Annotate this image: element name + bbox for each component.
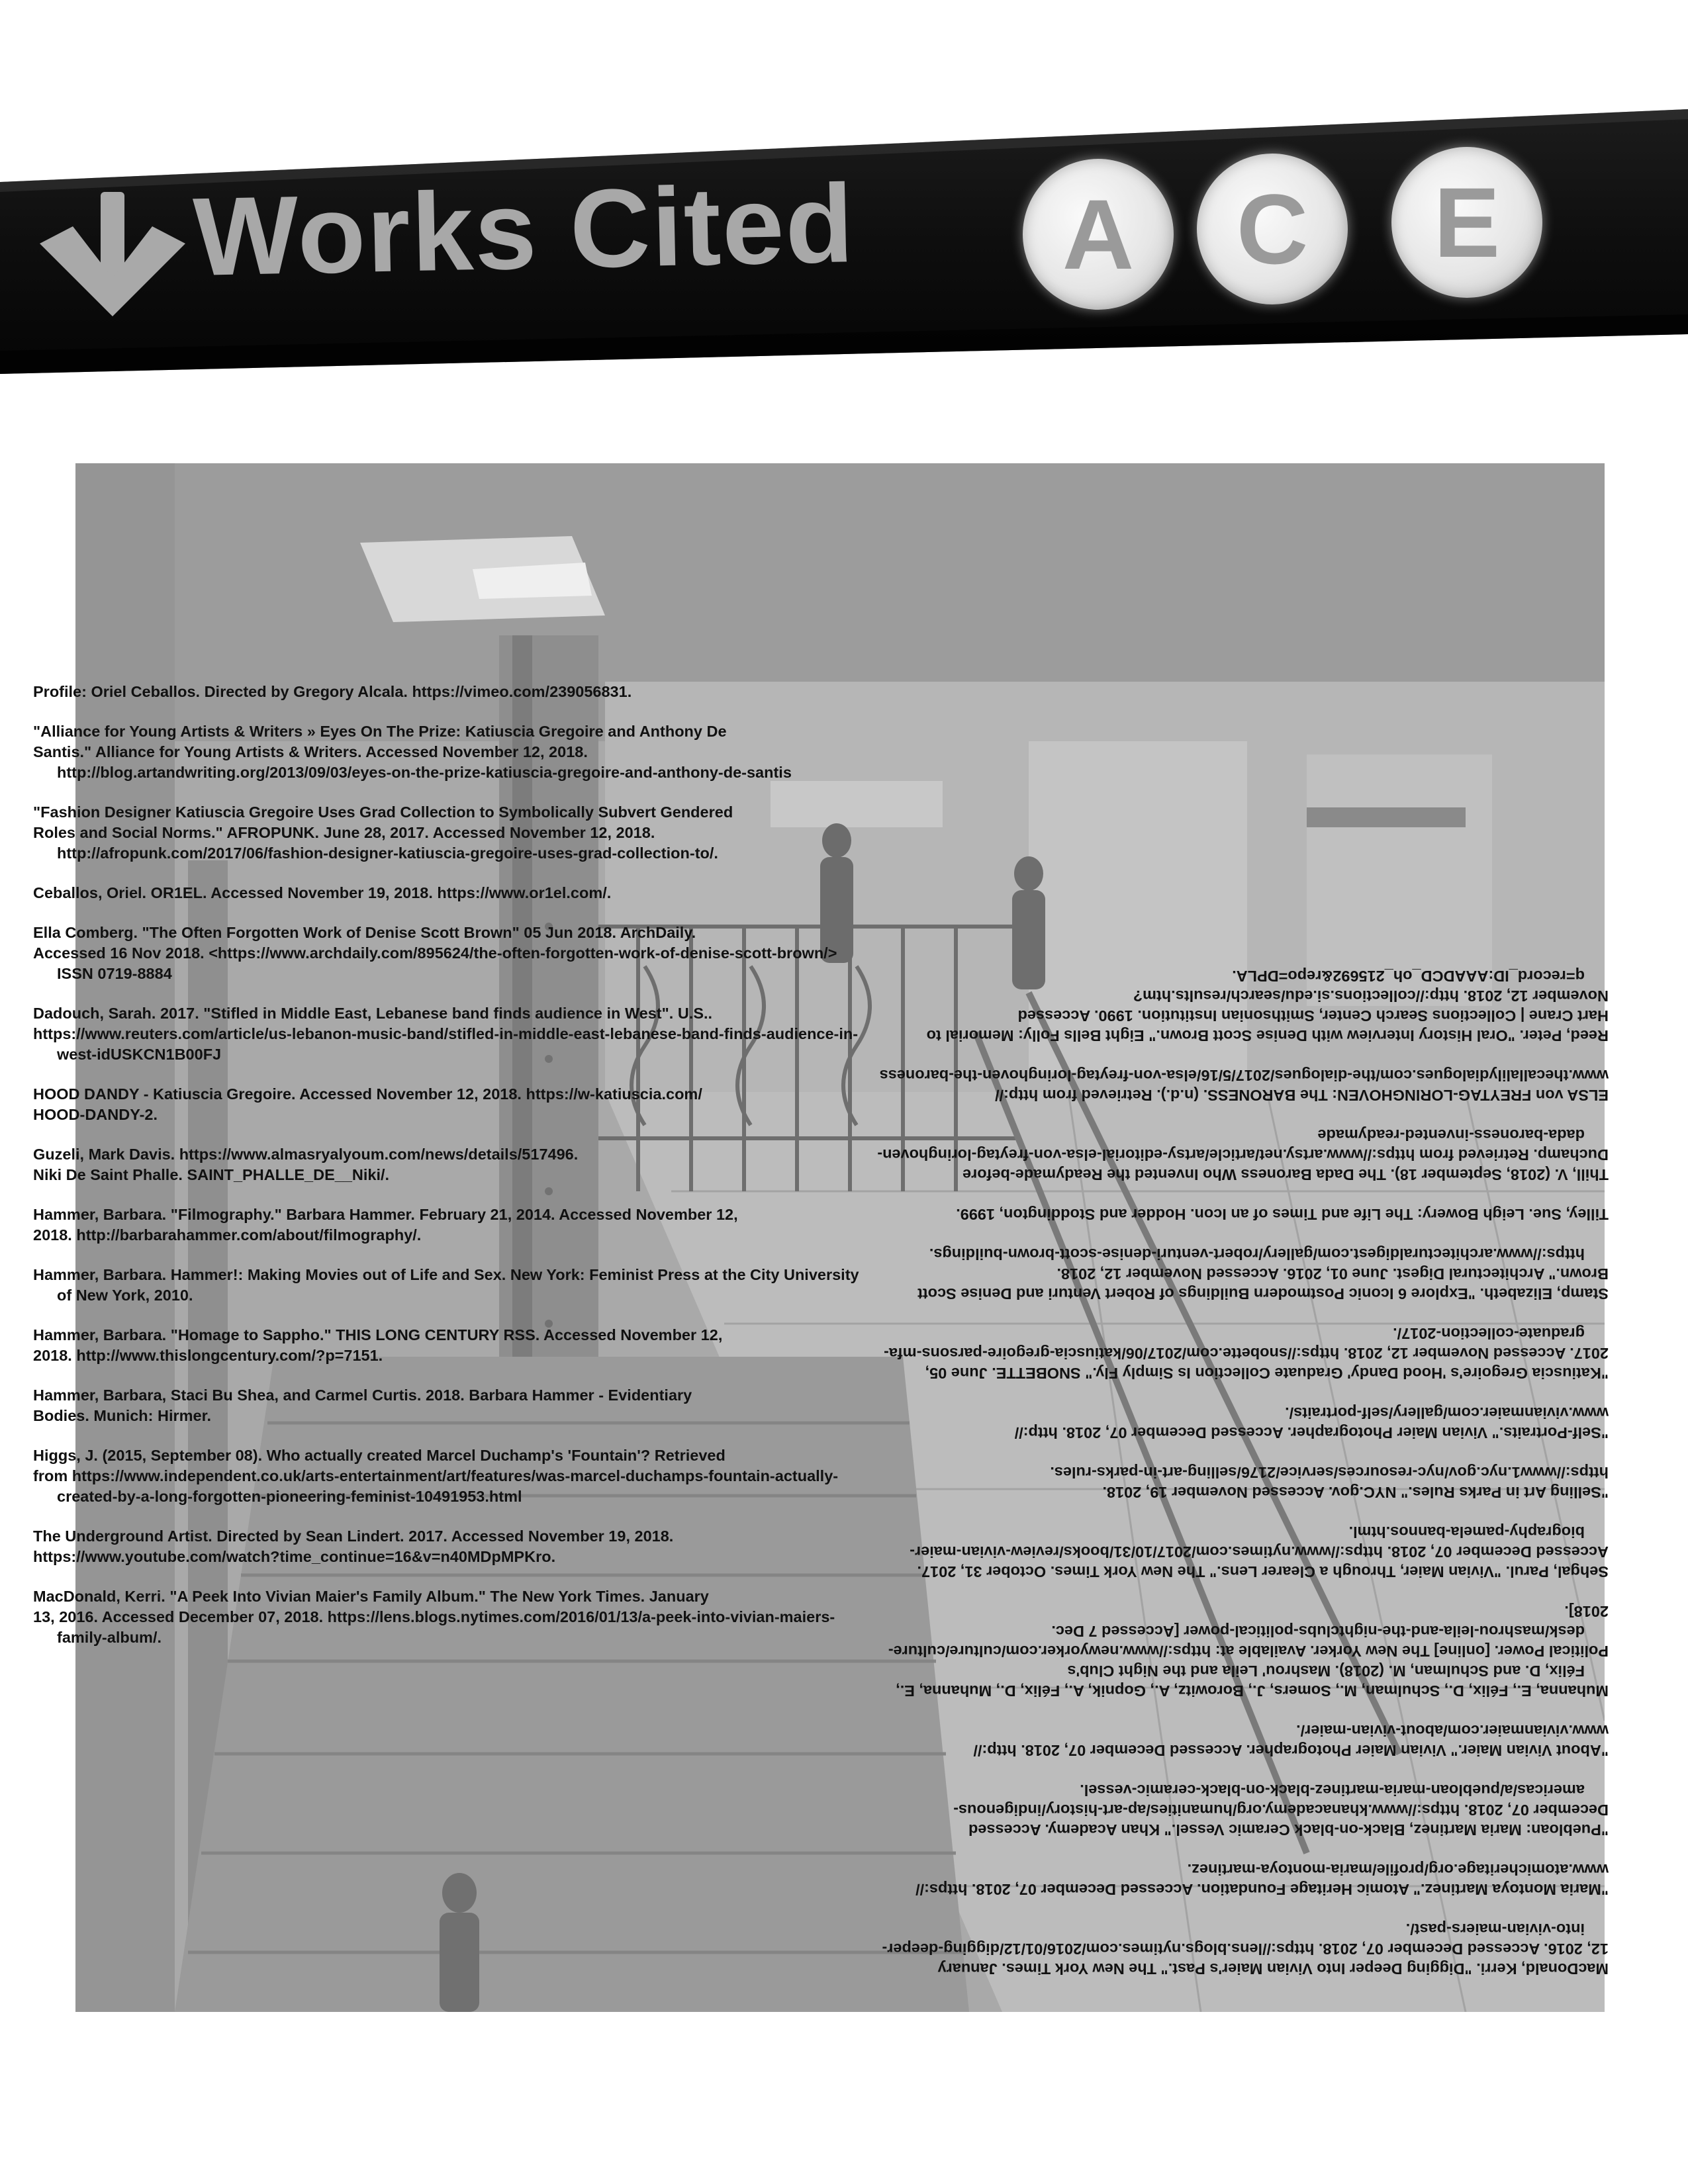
citation-line: "Selling Art in Parks Rules." NYC.gov. Accessed November 19, 2018. — [1102, 1484, 1609, 1501]
citation-line: Ceballos, Oriel. OR1EL. Accessed November 19, 2018. https://www.or1el.com/. — [33, 884, 612, 901]
citation-line: Hammer, Barbara, Staci Bu Shea, and Carmel Curtis. 2018. Barbara Hammer - Evidentiary — [33, 1387, 692, 1404]
citation-line: MacDonald, Kerri. "A Peek Into Vivian Maier's Family Album." The New York Times. January — [33, 1588, 709, 1605]
citation-line: https://www1.nyc.gov/nyc-resources/service/2176/selling-art-in-parks-rules. — [1050, 1464, 1609, 1481]
citation-entry — [33, 883, 874, 903]
citation-line: Sehgal, Parul. "Vivian Maier, Through a Clearer Lens." The New York Times. October 31, 2017. — [917, 1563, 1609, 1580]
citation-entry — [33, 1265, 874, 1306]
citation-line: https://www.reuters.com/article/us-lebanon-music-band/stifled-in-middle-east-lebanese-band-finds-audience-in-west-idUSKCN1B00FJ — [33, 1025, 859, 1063]
citation-entry — [861, 1860, 1609, 1899]
citation-line: Hammer, Barbara. Hammer!: Making Movies out of Life and Sex. New York: Feminist Press at the City University of New York, 2010. — [33, 1266, 859, 1304]
citation-entry — [33, 1084, 874, 1125]
citation-line: MacDonald, Kerri. "Digging Deeper Into Vivian Maier's Past." The New York Times. January — [937, 1960, 1609, 1978]
citation-line: Muhanna, E., Félix, D., Schulman, M., Somers, J., Borowitz, A., Gopnik, A., Félix, D., Muhanna, E., Félix, D. and Schulman, M. (2018). Mashrou' Leila and the Night Club's — [896, 1662, 1609, 1700]
citation-entry — [861, 1324, 1609, 1383]
citation-line: Hammer, Barbara. "Filmography." Barbara Hammer. February 21, 2014. Accessed November 12, — [33, 1206, 738, 1223]
citation-entry — [861, 966, 1609, 1046]
citation-line: December 07, 2018. https://www.khanacademy.org/humanities/ap-art-history/indigenous-americas/a/puebloan-maria-martinez-black-on-black-ceramic-vessel. — [953, 1782, 1609, 1819]
badge-letter: E — [1433, 167, 1501, 278]
citation-entry — [861, 1463, 1609, 1502]
citation-entry — [861, 1721, 1609, 1760]
citation-line: HOOD DANDY - Katiuscia Gregoire. Accessed November 12, 2018. https://w-katiuscia.com/ — [33, 1085, 702, 1103]
citation-line: Santis." Alliance for Young Artists & Writers. Accessed November 12, 2018. http://blog.artandwriting.org/2013/09/03/eyes-on-the-prize-katiuscia-gregoire-and-anthony-de-santis — [33, 743, 792, 781]
citation-line: Duchamp. Retrieved from https://www.artsy.net/article/artsy-editorial-elsa-von-freytag-loringhoven-dada-baroness-invented-readymade — [877, 1126, 1609, 1163]
citation-entry — [861, 1125, 1609, 1185]
citation-line: "About Vivian Maier." Vivian Maier Photographer. Accessed December 07, 2018. http:// — [973, 1742, 1609, 1759]
citation-line: 13, 2016. Accessed December 07, 2018. https://lens.blogs.nytimes.com/2016/01/13/a-peek-into-vivian-maiers-family-album/. — [33, 1608, 835, 1646]
citation-entry — [33, 1205, 874, 1246]
citation-line: www.thecallalilydialogues.com/the-dialogues/2017/5/16/elsa-von-freytag-loringhoven-the-baroness — [879, 1067, 1609, 1084]
citation-line: 12, 2016. Accessed December 07, 2018. https://lens.blogs.nytimes.com/2016/01/12/digging-deeper-into-vivian-maiers-past/. — [882, 1921, 1609, 1958]
citation-entry — [33, 1144, 874, 1185]
citation-line: Brown." Architectural Digest. June 01, 2016. Accessed November 12, 2018. https://www.architecturaldigest.com/gallery/robert-venturi-denise-scott-brown-buildings. — [929, 1246, 1609, 1283]
citation-entry — [861, 1919, 1609, 1979]
citation-line: Hammer, Barbara. "Homage to Sappho." THIS LONG CENTURY RSS. Accessed November 12, — [33, 1326, 723, 1343]
citation-line: Guzeli, Mark Davis. https://www.almasryalyoum.com/news/details/517496. — [33, 1146, 579, 1163]
citation-entry — [33, 1325, 874, 1366]
citation-entry — [861, 1403, 1609, 1443]
citation-entry — [861, 1522, 1609, 1582]
citation-entry — [861, 1205, 1609, 1224]
citation-line: "Fashion Designer Katiuscia Gregoire Uses Grad Collection to Symbolically Subvert Gendered — [33, 803, 733, 821]
citation-line: www.atomicheritage.org/profile/maria-montoya-martinez. — [1187, 1861, 1609, 1878]
citation-line: 2018. http://barbarahammer.com/about/filmography/. — [33, 1226, 422, 1244]
citation-entry — [33, 923, 874, 984]
subway-sign-banner — [0, 0, 1688, 397]
page-title: Works Cited — [192, 161, 856, 299]
citation-line: HOOD-DANDY-2. — [33, 1106, 158, 1123]
citation-entry — [33, 1445, 874, 1507]
badge-letter: C — [1236, 173, 1309, 285]
citation-line: www.vivianmaier.com/gallery/self-portraits/. — [1285, 1404, 1609, 1422]
citation-line: Accessed December 07, 2018. https://www.nytimes.com/2017/10/31/books/review-vivian-maier-biography-pamela-bannos.html. — [910, 1524, 1609, 1561]
citation-line: November 12, 2018. http://collections.si.edu/search/results.htm?q=record_ID:AAADCD_oh_215692&repo=DPLA. — [1133, 968, 1609, 1005]
citation-entry — [33, 1586, 874, 1648]
badge-letter: A — [1062, 179, 1135, 290]
citation-line: Stamp, Elizabeth. "Explore 6 Iconic Postmodern Buildings of Robert Venturi and Denise Scott — [917, 1285, 1609, 1302]
citation-line: https://www.youtube.com/watch?time_continue=16&v=n40MDpMPKro. — [33, 1548, 556, 1565]
citations-left-column — [33, 682, 874, 1667]
citation-line: www.vivianmaier.com/about-vivian-maier/. — [1296, 1722, 1609, 1739]
citation-entry — [861, 1780, 1609, 1840]
citation-line: 2018]. — [1564, 1603, 1609, 1620]
citation-line: Profile: Oriel Ceballos. Directed by Gregory Alcala. https://vimeo.com/239056831. — [33, 683, 632, 700]
citation-line: Reed, Peter. "Oral History Interview with Denise Scott Brown." Eight Bells Folly: Memorial to — [926, 1027, 1609, 1044]
citation-line: "Alliance for Young Artists & Writers » Eyes On The Prize: Katiuscia Gregoire and Anthony De — [33, 723, 727, 740]
citation-line: Hart Crane | Collections Search Center, Smithsonian Institution. 1990. Accessed — [1017, 1007, 1609, 1024]
citation-line: Tilley, Sue. Leigh Bowery: The Life and Times of an Icon. Hodder and Stoddington, 1999. — [956, 1206, 1609, 1223]
citation-line: "Self-Portraits." Vivian Maier Photographer. Accessed December 07, 2018. http:// — [1014, 1424, 1609, 1441]
citation-entry — [861, 1244, 1609, 1304]
citation-entry — [33, 802, 874, 864]
citation-entry — [33, 721, 874, 783]
citation-line: "Maria Montoya Martinez." Atomic Heritage Foundation. Accessed December 07, 2018. https:// — [915, 1881, 1609, 1898]
citation-entry — [861, 1602, 1609, 1701]
citation-line: Roles and Social Norms." AFROPUNK. June 28, 2017. Accessed November 12, 2018. http://afropunk.com/2017/06/fashion-designer-katiuscia-gregoire-uses-grad-collection-to/. — [33, 824, 718, 862]
citation-line: 2017. Accessed November 12, 2018. https://snobette.com/2017/06/katiuscia-gregoire-parsons-mfa-graduate-collection-2017/. — [884, 1325, 1609, 1362]
citation-line: Political Power. [online] The New Yorker. Available at: https://www.newyorker.com/culture/culture-desk/mashrou-leila-and-the-nightclubs-political-power [Accessed 7 Dec. — [888, 1623, 1609, 1660]
citation-line: Thill, V. (2018, September 18). The Dada Baroness Who Invented the Readymade-before — [962, 1166, 1609, 1183]
subway-line-badge-c — [1197, 154, 1348, 304]
subway-line-badge-e — [1391, 147, 1542, 298]
citations-right-column-inverted — [861, 463, 1609, 1979]
citation-line: "Katiuscia Gregoire's 'Hood Dandy' Graduate Collection Is Simply Fly." SNOBETTE. June 05, — [925, 1365, 1609, 1382]
citation-line: Bodies. Munich: Hirmer. — [33, 1407, 211, 1424]
citation-line: Higgs, J. (2015, September 08). Who actually created Marcel Duchamp's 'Fountain'? Retrieved — [33, 1447, 726, 1464]
citation-line: Dadouch, Sarah. 2017. "Stifled in Middle East, Lebanese band finds audience in West". U.S.. — [33, 1005, 713, 1022]
citation-line: Accessed 16 Nov 2018. <https://www.archdaily.com/895624/the-often-forgotten-work-of-denise-scott-brown/> ISSN 0719-8884 — [33, 944, 837, 982]
citation-line: Niki De Saint Phalle. SAINT_PHALLE_DE__Niki/. — [33, 1166, 390, 1183]
citation-entry — [33, 682, 874, 702]
citation-line: 2018. http://www.thislongcentury.com/?p=7151. — [33, 1347, 383, 1364]
citation-line: ELSA von FREYTAG-LORINGHOVEN: The BARONESS. (n.d.). Retrieved from http:// — [995, 1087, 1609, 1104]
citation-line: The Underground Artist. Directed by Sean Lindert. 2017. Accessed November 19, 2018. — [33, 1527, 674, 1545]
citation-line: "Puebloan: Maria Martinez, Black-on-black Ceramic Vessel." Khan Academy. Accessed — [968, 1821, 1609, 1839]
citation-entry — [33, 1385, 874, 1426]
citation-line: Ella Comberg. "The Often Forgotten Work of Denise Scott Brown" 05 Jun 2018. ArchDaily. — [33, 924, 696, 941]
citation-line: from https://www.independent.co.uk/arts-entertainment/art/features/was-marcel-duchamps-fountain-actually-created-by-a-long-forgotten-pioneering-feminist-10491953.html — [33, 1467, 839, 1505]
citation-entry — [33, 1003, 874, 1065]
citation-entry — [33, 1526, 874, 1567]
citation-entry — [861, 1066, 1609, 1105]
subway-line-badge-a — [1023, 159, 1174, 310]
